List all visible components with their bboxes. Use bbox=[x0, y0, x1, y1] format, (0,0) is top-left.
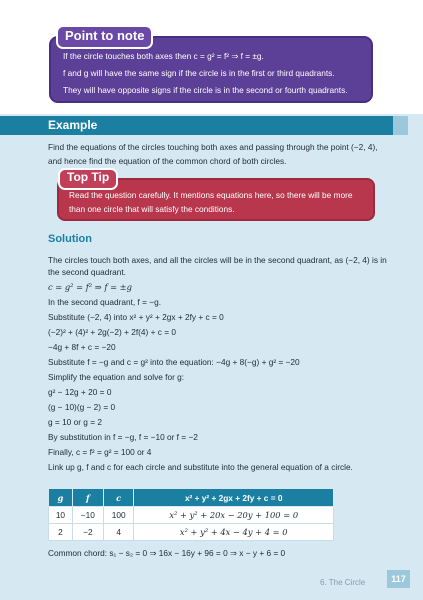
table-cell: 100 bbox=[103, 507, 134, 524]
circles-table bbox=[48, 488, 334, 541]
point-to-note-title: Point to note bbox=[56, 25, 153, 49]
table-row bbox=[49, 507, 334, 524]
example-tab-decoration bbox=[393, 116, 408, 135]
chapter-label: 6. The Circle bbox=[320, 578, 366, 587]
table-cell: −2 bbox=[72, 524, 103, 541]
solution-line-8: Simplify the equation and solve for g: bbox=[48, 372, 185, 382]
table-cell: 10 bbox=[49, 507, 73, 524]
table-cell: −10 bbox=[72, 507, 103, 524]
table-header-c: c bbox=[103, 489, 134, 507]
solution-line-11: g = 10 or g = 2 bbox=[48, 417, 102, 427]
common-chord-line: Common chord: s₁ − s₂ = 0 ⇒ 16x − 16y + 96 = 0 ⇒ x − y + 6 = 0 bbox=[48, 548, 286, 558]
page-number: 117 bbox=[387, 570, 410, 588]
table-row bbox=[49, 524, 334, 541]
solution-line-2: c = g² = f² ⇒ f = ±g bbox=[48, 282, 132, 292]
table-header-g: g bbox=[49, 489, 73, 507]
table-header-equation: x² + y² + 2gx + 2fy + c = 0 bbox=[134, 489, 334, 507]
note-line-2: f and g will have the same sign if the circle is in the first or third quadrants. bbox=[63, 68, 335, 78]
note-line-3: They will have opposite signs if the circle is in the second or fourth quadrants. bbox=[63, 85, 348, 95]
solution-line-5: (−2)² + (4)² + 2g(−2) + 2f(4) + c = 0 bbox=[48, 327, 176, 337]
table-header-f: f bbox=[72, 489, 103, 507]
table-cell: 2 bbox=[49, 524, 73, 541]
example-question: Find the equations of the circles touching both axes and passing through the point (−2, 4), and hence find the equation of the common chord of both circles. bbox=[48, 142, 378, 166]
solution-line-10: (g − 10)(g − 2) = 0 bbox=[48, 402, 116, 412]
solution-line-9: g² − 12g + 20 = 0 bbox=[48, 387, 112, 397]
table-cell: x² + y² + 4x − 4y + 4 = 0 bbox=[134, 524, 334, 541]
top-tip-title: Top Tip bbox=[58, 168, 118, 190]
solution-line-14: Link up g, f and c for each circle and substitute into the general equation of a circle. bbox=[48, 462, 353, 472]
top-tip-text: Read the question carefully. It mentions equations here, so there will be more than one circle that will satisfy the conditions. bbox=[69, 190, 353, 214]
solution-line-3: In the second quadrant, f = −g. bbox=[48, 297, 162, 307]
table-header-row bbox=[49, 489, 334, 507]
example-heading: Example bbox=[0, 116, 393, 135]
table-cell: 4 bbox=[103, 524, 134, 541]
solution-line-13: Finally, c = f² = g² = 100 or 4 bbox=[48, 447, 152, 457]
solution-line-12: By substitution in f = −g, f = −10 or f = −2 bbox=[48, 432, 198, 442]
solution-heading: Solution bbox=[48, 233, 92, 245]
solution-line-7: Substitute f = −g and c = g² into the equation: −4g + 8(−g) + g² = −20 bbox=[48, 357, 300, 367]
solution-line-6: −4g + 8f + c = −20 bbox=[48, 342, 116, 352]
solution-line-4: Substitute (−2, 4) into x² + y² + 2gx + 2fy + c = 0 bbox=[48, 312, 224, 322]
table-cell: x² + y² + 20x − 20y + 100 = 0 bbox=[134, 507, 334, 524]
solution-line-1: The circles touch both axes, and all the circles will be in the second quadrant, as (−2, 4) is in the second quadrant. bbox=[48, 255, 387, 277]
note-line-1: If the circle touches both axes then c = g² = f² ⇒ f = ±g. bbox=[63, 51, 264, 61]
